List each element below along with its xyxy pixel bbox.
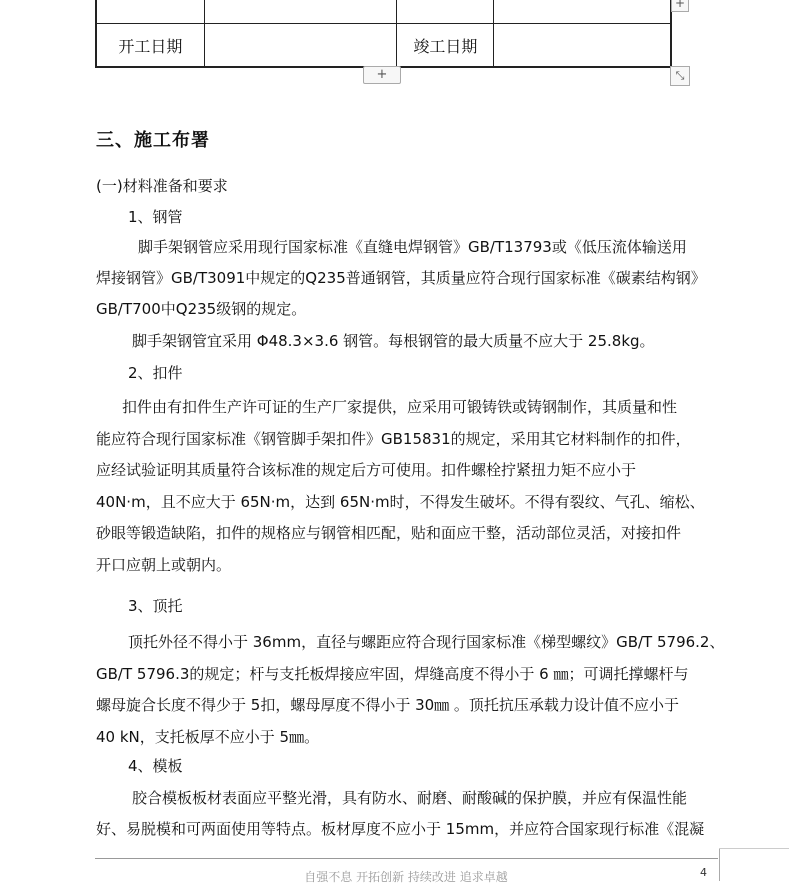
page-footer: 自强不息 开拓创新 持续改进 追求卓越 [304,870,508,884]
item-heading-jack: 3、顶托 [128,597,183,615]
start-date-value[interactable] [205,24,398,66]
text-line: 应经试验证明其质量符合该标准的规定后方可使用。扣件螺栓拧紧扭力矩不应小于 [96,461,637,479]
pipe-paragraph [96,236,721,326]
jack-paragraph [96,631,725,751]
project-info-table [95,0,672,68]
page-edge [719,848,789,849]
text-line: 螺母旋合长度不得少于 5扣，螺母厚度不得小于 30㎜ 。顶托抗压承载力设计值不应小于 [96,696,679,714]
item-heading-coupler: 2、扣件 [128,364,183,382]
text-line: 砂眼等锻造缺陷，扣件的规格应与钢管相匹配，贴和面应干整，活动部位灵活，对接扣件 [96,524,682,542]
coupler-paragraph [96,396,721,586]
item-heading-formwork: 4、模板 [128,757,183,775]
item-heading-pipe: 1、钢管 [128,208,183,226]
formwork-paragraph [96,787,721,847]
page-edge [719,848,720,881]
add-column-button[interactable]: + [671,0,689,12]
text-line: 胶合模板板材表面应平整光滑，具有防水、耐磨、耐酸碱的保护膜，并应有保温性能 [132,789,688,807]
completion-date-value[interactable] [494,24,670,66]
text-line: 焊接钢管》GB/T3091中规定的Q235普通钢管，其质量应符合现行国家标准《碳素结构钢》 [96,269,706,287]
text-line: 脚手架钢管应采用现行国家标准《直缝电焊钢管》GB/T13793或《低压流体输送用 [138,238,687,256]
table-row [97,0,670,23]
text-line: 能应符合现行国家标准《钢管脚手架扣件》GB15831的规定，采用其它材料制作的扣件， [96,430,691,448]
text-line: 40N·m，且不应大于 65N·m，达到 65N·m时，不得发生破坏。不得有裂纹、气孔、缩松、 [96,493,705,511]
section-title: 三、施工布署 [96,130,210,151]
text-line: 好、易脱模和可两面使用等特点。板材厚度不应小于 15mm，并应符合国家现行标准《混凝 [96,820,705,838]
add-row-button[interactable]: + [363,66,401,84]
subsection-title: (一)材料准备和要求 [96,177,228,195]
text-line: 40 kN，支托板厚不应小于 5㎜。 [96,728,320,746]
table-resize-handle[interactable]: ⤡ [670,66,690,86]
table-cell[interactable] [205,0,398,23]
pipe-paragraph-2: 脚手架钢管宜采用 Φ48.3×3.6 钢管。每根钢管的最大质量不应大于 25.8kg。 [132,332,655,350]
page-number: 4 [700,866,707,879]
completion-date-label[interactable]: 竣工日期 [397,24,494,66]
start-date-label[interactable]: 开工日期 [97,24,205,66]
text-line: 开口应朝上或朝内。 [96,556,232,574]
table-cell[interactable] [494,0,670,23]
text-line: GB/T700中Q235级钢的规定。 [96,300,307,318]
table-cell[interactable] [97,0,205,23]
text-line: GB/T 5796.3的规定；杆与支托板焊接应牢固，焊缝高度不得小于 6 ㎜；可调托撑螺杆与 [96,665,689,683]
table-cell[interactable] [397,0,494,23]
table-row [97,23,670,66]
text-line: 扣件由有扣件生产许可证的生产厂家提供，应采用可锻铸铁或铸钢制作，其质量和性 [122,398,678,416]
footer-divider [95,858,718,859]
text-line: 顶托外径不得小于 36mm，直径与螺距应符合现行国家标准《梯型螺纹》GB/T 5796.2、 [128,633,725,651]
